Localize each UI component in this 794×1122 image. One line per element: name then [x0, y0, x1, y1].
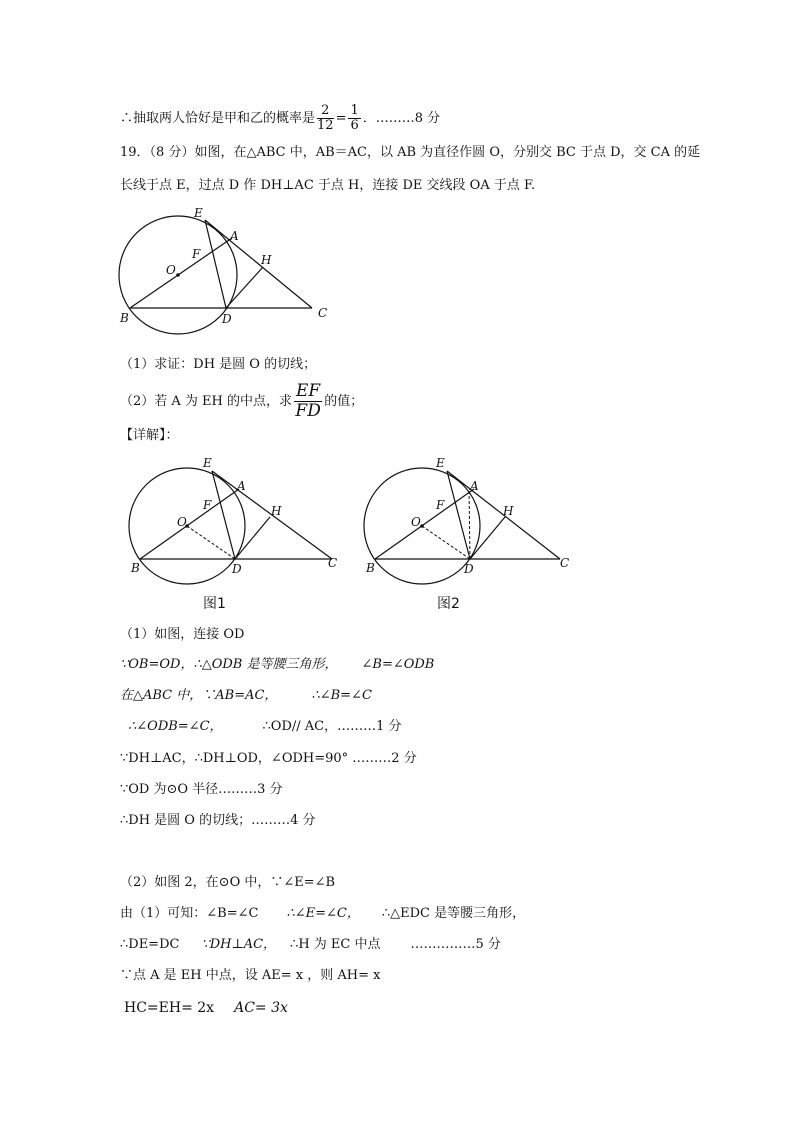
geometry-figure	[100, 200, 350, 330]
step-10-score: ……………5 分	[410, 937, 501, 952]
step-9-text: 由（1）可知：∠B=∠C	[120, 906, 259, 921]
fig2-label-A: A	[470, 479, 479, 493]
solution-step-7: ∴DH 是圆 O 的切线；………4 分	[120, 813, 316, 828]
step-9-angle: ∴∠E=∠C，	[286, 906, 360, 921]
fraction-ef-fd	[294, 382, 322, 421]
solution-step-2	[120, 657, 434, 673]
fig1-label-H: H	[271, 504, 282, 518]
fraction-1-6	[348, 104, 360, 133]
solution-step-10	[120, 937, 501, 953]
fig1-label-B: B	[131, 561, 140, 575]
figure-1-caption: 图1	[203, 596, 226, 612]
fig1-label-D: D	[232, 562, 242, 576]
solution-step-9	[120, 906, 525, 922]
fraction-numerator: EF	[296, 381, 321, 401]
solution-step-4	[128, 719, 402, 735]
solution-step-12	[124, 1000, 288, 1016]
fig2-label-O: O	[411, 515, 421, 529]
step-2-text: ∵OB=OD，∴△ODB 是等腰三角形，	[120, 657, 338, 672]
fig1-label-C: C	[328, 556, 338, 570]
step-2-angle: ∠B=∠ODB	[361, 657, 435, 672]
question-2-text: （2）若 A 为 EH 的中点，求	[120, 394, 293, 409]
probability-text: ∴抽取两人恰好是甲和乙的概率是	[120, 111, 316, 126]
probability-line	[120, 104, 440, 133]
fig2-label-C: C	[560, 556, 570, 570]
label-B: B	[120, 311, 129, 325]
figure-1	[115, 455, 355, 580]
step-10-text: ∴DE=DC	[120, 937, 180, 952]
question-2	[120, 382, 363, 421]
fig1-label-O: O	[177, 515, 187, 529]
fig2-label-H: H	[503, 504, 514, 518]
fraction-denominator: FD	[295, 401, 321, 421]
fraction-numerator: 2	[317, 104, 334, 119]
solution-step-3	[120, 688, 372, 704]
problem-line-1: 19．（8 分）如图，在△ABC 中，AB＝AC，以 AB 为直径作圆 O，分别交 BC 于点 D，交 CA 的延	[120, 145, 701, 160]
label-O: O	[166, 263, 176, 277]
fig1-label-E: E	[203, 456, 212, 470]
score-note: ．………8 分	[362, 111, 441, 126]
problem-line-2: 长线于点 E，过点 D 作 DH⊥AC 于点 H，连接 DE 交线段 OA 于点 F.	[120, 178, 536, 193]
figure-2	[350, 455, 590, 580]
question-1: （1）求证：DH 是圆 O 的切线；	[120, 357, 317, 372]
question-2-suffix: 的值；	[324, 394, 364, 409]
fig1-label-A: A	[237, 479, 246, 493]
solution-step-6: ∵OD 为⊙O 半径………3 分	[120, 782, 283, 797]
step-4-parallel: ∴OD// AC，………1 分	[262, 719, 402, 734]
fig2-label-E: E	[436, 456, 445, 470]
fraction-numerator: 1	[350, 103, 359, 118]
step-12-text: HC=EH= 2x	[124, 1000, 215, 1016]
figure-2-caption: 图2	[437, 596, 460, 612]
fraction-2-12	[317, 104, 334, 133]
label-H: H	[261, 253, 272, 267]
step-10-midpoint: ∴H 为 EC 中点	[290, 937, 381, 952]
step-3-angle: ∴∠B=∠C	[311, 688, 372, 703]
equals-sign: =	[335, 111, 347, 126]
label-E: E	[194, 206, 203, 220]
label-C: C	[318, 306, 328, 320]
step-9-isosceles: ∴△EDC 是等腰三角形，	[381, 906, 526, 921]
fig2-label-D: D	[464, 562, 474, 576]
label-F: F	[192, 247, 201, 261]
detail-header: 【详解】：	[120, 428, 179, 443]
solution-step-1: （1）如图，连接 OD	[120, 627, 245, 642]
fig2-label-F: F	[436, 498, 445, 512]
fraction-denominator: 12	[317, 118, 334, 133]
step-12-ac: AC= 3x	[234, 1000, 288, 1016]
step-3-text: 在△ABC 中，∵AB=AC，	[120, 688, 278, 703]
solution-step-8: （2）如图 2，在⊙O 中，∵∠E=∠B	[120, 875, 336, 890]
solution-step-5: ∵DH⊥AC，∴DH⊥OD，∠ODH=90° ………2 分	[120, 751, 417, 766]
label-D: D	[222, 312, 232, 326]
label-A: A	[230, 229, 239, 243]
step-4-text: ∴∠ODB=∠C，	[128, 719, 223, 734]
fraction-denominator: 6	[350, 118, 359, 133]
solution-step-11: ∵点 A 是 EH 中点，设 AE= x ，则 AH= x	[120, 968, 381, 983]
step-10-perp: ∵DH⊥AC，	[201, 937, 277, 952]
fig2-label-B: B	[366, 561, 375, 575]
fig1-label-F: F	[203, 498, 212, 512]
